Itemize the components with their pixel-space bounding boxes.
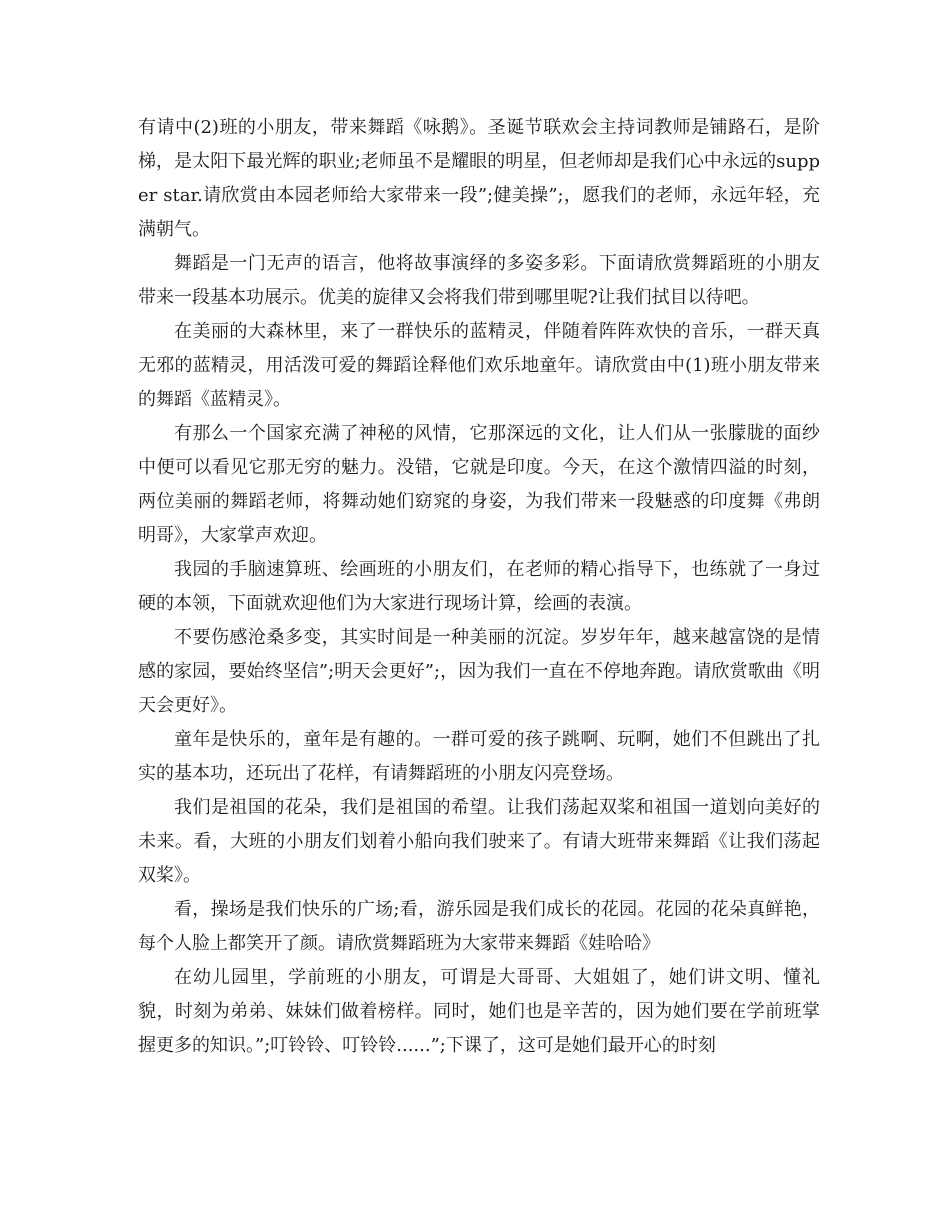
paragraph-9: 看，操场是我们快乐的广场;看，游乐园是我们成长的花园。花园的花朵真鲜艳，每个人脸上都笑开了颜。请欣赏舞蹈班为大家带来舞蹈《娃哈哈》 bbox=[138, 899, 820, 954]
paragraph-4: 有那么一个国家充满了神秘的风情，它那深远的文化，让人们从一张朦胧的面纱中便可以看见它那无穷的魅力。没错，它就是印度。今天，在这个激情四溢的时刻，两位美丽的舞蹈老师，将舞动她们窈窕的身姿，为我们带来一段魅惑的印度舞《弗朗明哥》，大家掌声欢迎。 bbox=[138, 423, 820, 546]
paragraph-3: 在美丽的大森林里，来了一群快乐的蓝精灵，伴随着阵阵欢快的音乐，一群天真无邪的蓝精灵，用活泼可爱的舞蹈诠释他们欢乐地童年。请欣赏由中(1)班小朋友带来的舞蹈《蓝精灵》。 bbox=[138, 321, 820, 410]
paragraph-8: 我们是祖国的花朵，我们是祖国的希望。让我们荡起双桨和祖国一道划向美好的未来。看，大班的小朋友们划着小船向我们驶来了。有请大班带来舞蹈《让我们荡起双桨》。 bbox=[138, 797, 820, 886]
paragraph-6: 不要伤感沧桑多变，其实时间是一种美丽的沉淀。岁岁年年，越来越富饶的是情感的家园，要始终坚信”;明天会更好”;，因为我们一直在不停地奔跑。请欣赏歌曲《明天会更好》。 bbox=[138, 627, 820, 716]
paragraph-5: 我园的手脑速算班、绘画班的小朋友们，在老师的精心指导下，也练就了一身过硬的本领，下面就欢迎他们为大家进行现场计算，绘画的表演。 bbox=[138, 559, 820, 614]
paragraph-2: 舞蹈是一门无声的语言，他将故事演绎的多姿多彩。下面请欣赏舞蹈班的小朋友带来一段基本功展示。优美的旋律又会将我们带到哪里呢?让我们拭目以待吧。 bbox=[138, 253, 820, 308]
paragraph-10: 在幼儿园里，学前班的小朋友，可谓是大哥哥、大姐姐了，她们讲文明、懂礼貌，时刻为弟弟、妹妹们做着榜样。同时，她们也是辛苦的，因为她们要在学前班掌握更多的知识。”;叮铃铃、叮铃铃......”;下课了，这可是她们最开心的时刻 bbox=[138, 967, 820, 1056]
paragraph-1: 有请中(2)班的小朋友，带来舞蹈《咏鹅》。圣诞节联欢会主持词教师是铺路石，是阶梯，是太阳下最光辉的职业;老师虽不是耀眼的明星，但老师却是我们心中永远的supper star.请欣赏由本园老师给大家带来一段”;健美操”;，愿我们的老师，永远年轻，充满朝气。 bbox=[138, 117, 820, 240]
paragraph-7: 童年是快乐的，童年是有趣的。一群可爱的孩子跳啊、玩啊，她们不但跳出了扎实的基本功，还玩出了花样，有请舞蹈班的小朋友闪亮登场。 bbox=[138, 729, 820, 784]
